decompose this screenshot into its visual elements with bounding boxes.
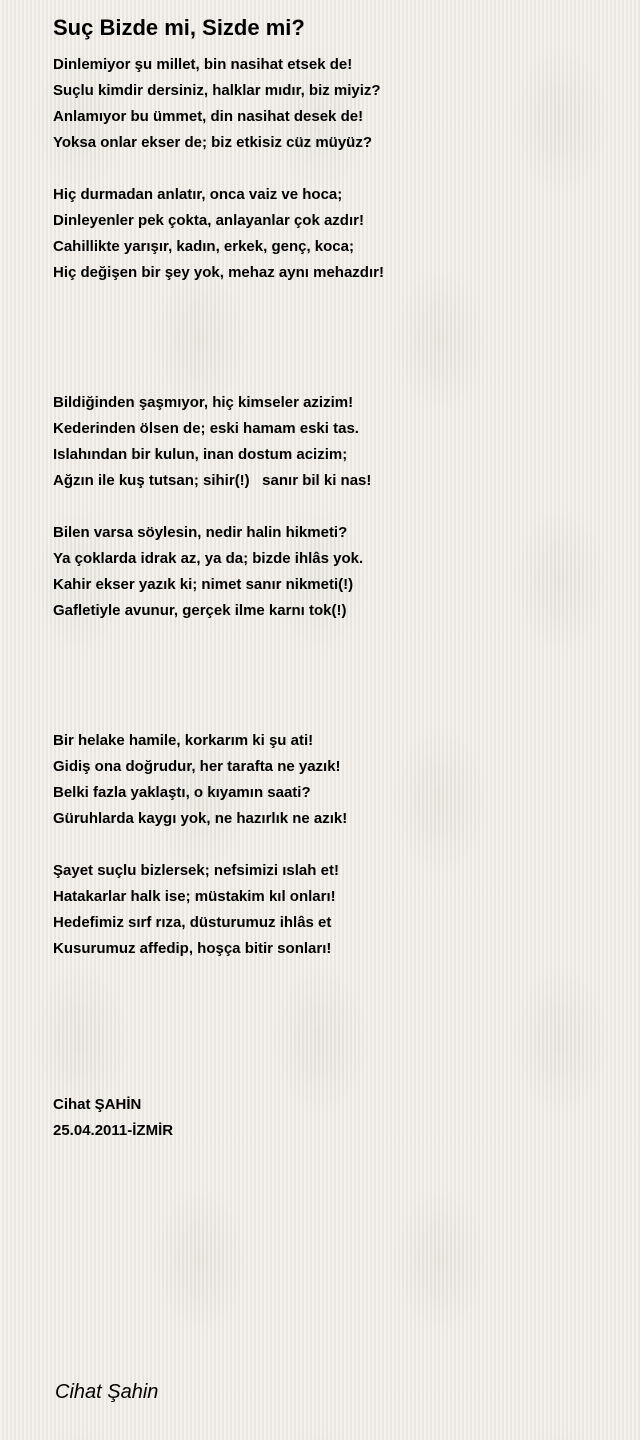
stanza: [53, 728, 613, 832]
poem-body: [53, 52, 613, 1144]
signature-author: Cihat ŞAHİN: [53, 1096, 142, 1113]
poem-line: Ya çoklarda idrak az, ya da; bizde ihlâs yok.: [53, 550, 364, 567]
poem-line: Bir helake hamile, korkarım ki şu ati!: [53, 732, 314, 749]
poet-name: Cihat Şahin: [55, 1381, 159, 1403]
poem-line: Hiç durmadan anlatır, onca vaiz ve hoca;: [53, 186, 343, 203]
poem-line: Bilen varsa söylesin, nedir halin hikmeti?: [53, 524, 348, 541]
poem-line: Gafletiyle avunur, gerçek ilme karnı tok(!): [53, 602, 347, 619]
stanza-spacer: [53, 156, 613, 182]
poem-line: Kederinden ölsen de; eski hamam eski tas.: [53, 420, 359, 437]
signature: [53, 1092, 613, 1144]
poem-line: Kahir ekser yazık ki; nimet sanır nikmeti(!): [53, 576, 354, 593]
stanza: [53, 52, 613, 156]
poem-line: Anlamıyor bu ümmet, din nasihat desek de!: [53, 108, 364, 125]
poem-line: Islahından bir kulun, inan dostum acizim;: [53, 446, 348, 463]
poem-line: Hiç değişen bir şey yok, mehaz aynı mehazdır!: [53, 264, 384, 281]
poem-line: Dinlemiyor şu millet, bin nasihat etsek de!: [53, 56, 353, 73]
stanza: [53, 390, 613, 494]
poem-line: Bildiğinden şaşmıyor, hiç kimseler azizim!: [53, 394, 354, 411]
section-spacer: [53, 624, 613, 728]
poem-line: Dinleyenler pek çokta, anlayanlar çok azdır!: [53, 212, 364, 229]
poem-line: Ağzın ile kuş tutsan; sihir(!) sanır bil ki nas!: [53, 472, 372, 489]
section-spacer: [53, 286, 613, 390]
poem-line: Yoksa onlar ekser de; biz etkisiz cüz müyüz?: [53, 134, 372, 151]
stanza-spacer: [53, 832, 613, 858]
poem-line: Güruhlarda kaygı yok, ne hazırlık ne azık!: [53, 810, 348, 827]
stanza: [53, 182, 613, 286]
poem-line: Belki fazla yaklaştı, o kıyamın saati?: [53, 784, 311, 801]
poem-line: Hatakarlar halk ise; müstakim kıl onları!: [53, 888, 336, 905]
signature-date-place: 25.04.2011-İZMİR: [53, 1122, 174, 1139]
poem-line: Cahillikte yarışır, kadın, erkek, genç, koca;: [53, 238, 354, 255]
stanza: [53, 520, 613, 624]
poem-line: Gidiş ona doğrudur, her tarafta ne yazık!: [53, 758, 341, 775]
poem-line: Hedefimiz sırf rıza, düsturumuz ihlâs et: [53, 914, 332, 931]
stanza: [53, 858, 613, 962]
poem-line: Suçlu kimdir dersiniz, halklar mıdır, biz miyiz?: [53, 82, 381, 99]
signature-spacer: [53, 962, 613, 1092]
poem-line: Kusurumuz affedip, hoşça bitir sonları!: [53, 940, 332, 957]
stanza-spacer: [53, 494, 613, 520]
poem-line: Şayet suçlu bizlersek; nefsimizi ıslah et!: [53, 862, 339, 879]
poem-title: Suç Bizde mi, Sizde mi?: [53, 15, 305, 40]
